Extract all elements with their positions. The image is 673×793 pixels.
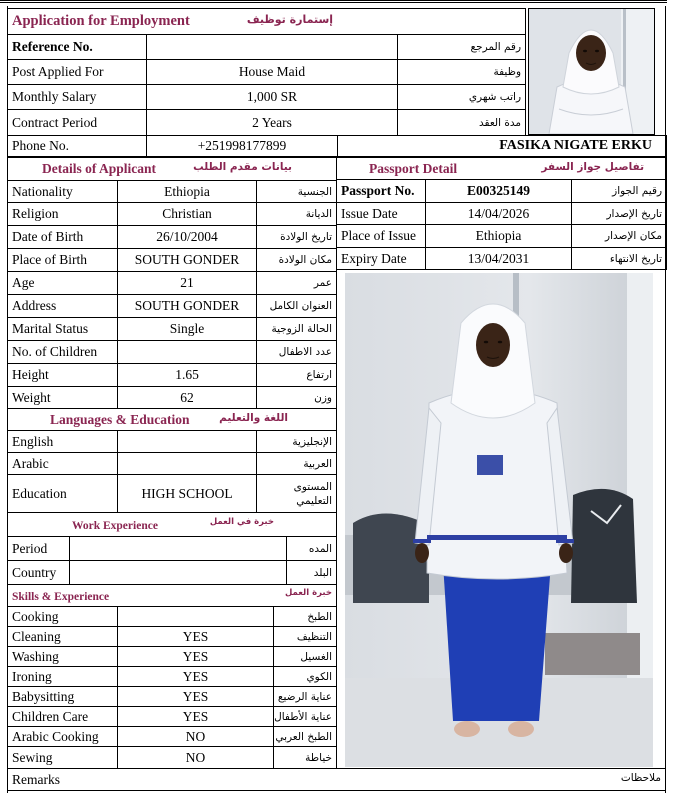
skill-label: Washing: [8, 647, 118, 667]
table-row: [8, 627, 337, 647]
field-label: Date of Birth: [8, 226, 118, 249]
field-label-arabic: مدة العقد: [398, 110, 526, 136]
field-value: [70, 561, 287, 585]
field-value: 1.65: [118, 364, 257, 387]
table-row: [8, 181, 337, 203]
work-experience-table: [7, 512, 337, 585]
field-value: Ethiopia: [426, 225, 572, 248]
table-row: [8, 226, 337, 249]
field-label-arabic: تاريخ الإصدار: [572, 203, 667, 225]
table-row: [8, 295, 337, 318]
remarks-label: Remarks: [12, 771, 60, 787]
skill-label: Babysitting: [8, 687, 118, 707]
field-label: Education: [8, 475, 118, 513]
passport-heading-row: [337, 158, 667, 180]
field-label: Place of Birth: [8, 249, 118, 272]
skill-label-arabic: الكوي: [274, 667, 337, 687]
skill-label: Arabic Cooking: [8, 727, 118, 747]
field-label-arabic: تاريخ الانتهاء: [572, 248, 667, 270]
table-row: [8, 727, 337, 747]
skill-label: Children Care: [8, 707, 118, 727]
work-heading-row: [8, 513, 337, 537]
applicant-heading-ar: بيانات مقدم الطلب: [193, 161, 292, 173]
field-value: [70, 537, 287, 561]
field-label: Post Applied For: [8, 60, 147, 85]
table-row: [8, 687, 337, 707]
skill-value: YES: [118, 667, 274, 687]
field-label-arabic: عدد الاطفال: [257, 341, 337, 364]
work-heading-en: Work Experience: [72, 519, 158, 532]
table-row: [8, 607, 337, 627]
field-value: HIGH SCHOOL: [118, 475, 257, 513]
field-value: SOUTH GONDER: [118, 295, 257, 318]
table-row: [8, 453, 337, 475]
field-value: E00325149: [426, 180, 572, 203]
field-label: Nationality: [8, 181, 118, 203]
field-label-arabic: الإنجليزية: [257, 431, 337, 453]
passport-table: [336, 157, 667, 270]
table-row: [8, 667, 337, 687]
field-label: Expiry Date: [337, 248, 426, 270]
field-label: Marital Status: [8, 318, 118, 341]
full-length-photo: [345, 273, 653, 767]
field-label-arabic: رقم المرجع: [398, 35, 526, 60]
skills-heading-row: [8, 585, 337, 607]
education-label-ar-line1: المستوى: [293, 480, 333, 493]
field-label: Period: [8, 537, 70, 561]
field-label-arabic: تاريخ الولادة: [257, 226, 337, 249]
skill-value: YES: [118, 627, 274, 647]
table-row: [337, 248, 667, 270]
table-row: [8, 272, 337, 295]
field-value: 14/04/2026: [426, 203, 572, 225]
table-row: [8, 707, 337, 727]
skills-heading-en: Skills & Experience: [12, 590, 110, 603]
field-label: No. of Children: [8, 341, 118, 364]
field-label: Country: [8, 561, 70, 585]
skill-label: Cooking: [8, 607, 118, 627]
table-row: [337, 180, 667, 203]
languages-table: [7, 408, 337, 513]
field-label-arabic: مكان الإصدار: [572, 225, 667, 248]
field-label-arabic: رقيم الجواز: [572, 180, 667, 203]
field-value: [147, 35, 398, 60]
field-label: Height: [8, 364, 118, 387]
field-value: 13/04/2031: [426, 248, 572, 270]
form-title-cell: [8, 9, 526, 35]
field-label-arabic: المده: [287, 537, 337, 561]
field-value: 1,000 SR: [147, 85, 398, 110]
skill-label-arabic: الطبخ: [274, 607, 337, 627]
field-label-arabic: الجنسية: [257, 181, 337, 203]
skill-label-arabic: التنظيف: [274, 627, 337, 647]
skill-label-arabic: الطبخ العربي: [274, 727, 337, 747]
field-value: Single: [118, 318, 257, 341]
skill-label: Cleaning: [8, 627, 118, 647]
field-label-arabic: عمر: [257, 272, 337, 295]
remarks-table: [7, 768, 666, 791]
skill-value: NO: [118, 727, 274, 747]
field-label: Religion: [8, 203, 118, 226]
applicant-heading-row: [8, 158, 337, 181]
salary-row: [8, 85, 526, 110]
field-label-arabic: العربية: [257, 453, 337, 475]
skills-heading-ar: خبرة العمل: [284, 587, 332, 598]
post-row: [8, 60, 526, 85]
field-label-arabic: [257, 475, 337, 513]
table-row: [8, 537, 337, 561]
field-label: Weight: [8, 387, 118, 409]
work-heading: [8, 513, 337, 537]
field-value: [118, 431, 257, 453]
table-row: [8, 647, 337, 667]
education-row: [8, 475, 337, 513]
field-label-arabic: الحالة الزوجية: [257, 318, 337, 341]
applicant-heading-en: Details of Applicant: [42, 161, 157, 176]
skill-label-arabic: الغسيل: [274, 647, 337, 667]
passport-heading-ar: تفاصيل جواز السفر: [541, 160, 645, 173]
applicant-details-table: [7, 157, 337, 409]
table-row: [8, 341, 337, 364]
table-row: [337, 203, 667, 225]
field-label: English: [8, 431, 118, 453]
phone-name-table: [7, 135, 667, 157]
header-table: [7, 8, 526, 136]
table-row: [8, 387, 337, 409]
passport-heading-en: Passport Detail: [369, 160, 458, 176]
field-value: SOUTH GONDER: [118, 249, 257, 272]
field-label: Issue Date: [337, 203, 426, 225]
languages-heading-en: Languages & Education: [50, 411, 190, 427]
portrait-photo: [528, 8, 655, 135]
languages-heading: [8, 409, 337, 431]
phone-label: Phone No.: [8, 136, 147, 157]
table-row: [8, 364, 337, 387]
table-row: [8, 561, 337, 585]
skills-heading: [8, 585, 337, 607]
field-label: Arabic: [8, 453, 118, 475]
table-row: [8, 203, 337, 226]
skill-label-arabic: عناية الأطفال: [274, 707, 337, 727]
field-label-arabic: وزن: [257, 387, 337, 409]
table-row: [8, 249, 337, 272]
contract-row: [8, 110, 526, 136]
field-value: [118, 453, 257, 475]
skill-value: NO: [118, 747, 274, 769]
remarks-label-arabic: ملاحظات: [620, 771, 661, 784]
field-label: Address: [8, 295, 118, 318]
form-title-arabic: إستمارة توظيف: [246, 13, 334, 26]
table-row: [8, 318, 337, 341]
applicant-heading: [8, 158, 337, 181]
skill-label-arabic: خياطة: [274, 747, 337, 769]
field-label-arabic: العنوان الكامل: [257, 295, 337, 318]
field-label: Contract Period: [8, 110, 147, 136]
field-value: 62: [118, 387, 257, 409]
work-heading-ar: خبرة في العمل: [209, 516, 275, 527]
skills-table: [7, 584, 337, 769]
field-label-arabic: البلد: [287, 561, 337, 585]
reference-row: [8, 35, 526, 60]
phone-value: +251998177899: [147, 136, 338, 157]
education-label-ar-line2: التعليمي: [296, 494, 333, 507]
field-label: Reference No.: [8, 35, 147, 60]
field-label-arabic: ارتفاع: [257, 364, 337, 387]
field-value: [118, 341, 257, 364]
languages-heading-row: [8, 409, 337, 431]
skill-value: YES: [118, 687, 274, 707]
field-label: Monthly Salary: [8, 85, 147, 110]
field-value: Christian: [118, 203, 257, 226]
skill-value: [118, 607, 274, 627]
field-label-arabic: وظيفة: [398, 60, 526, 85]
field-value: House Maid: [147, 60, 398, 85]
field-label: Age: [8, 272, 118, 295]
field-value: 26/10/2004: [118, 226, 257, 249]
passport-heading: [337, 158, 667, 180]
field-label-arabic: الديانة: [257, 203, 337, 226]
languages-heading-ar: اللغة والتعليم: [219, 411, 289, 424]
field-value: 2 Years: [147, 110, 398, 136]
table-row: [8, 431, 337, 453]
form-title: Application for Employment: [12, 13, 190, 29]
skill-label-arabic: عناية الرضيع: [274, 687, 337, 707]
skill-label: Sewing: [8, 747, 118, 769]
field-value: Ethiopia: [118, 181, 257, 203]
table-row: [8, 747, 337, 769]
field-value: 21: [118, 272, 257, 295]
field-label-arabic: راتب شهري: [398, 85, 526, 110]
skill-value: YES: [118, 707, 274, 727]
field-label-arabic: مكان الولادة: [257, 249, 337, 272]
table-row: [337, 225, 667, 248]
skill-label: Ironing: [8, 667, 118, 687]
field-label: Passport No.: [337, 180, 426, 203]
applicant-name: FASIKA NIGATE ERKU: [338, 136, 667, 157]
field-label: Place of Issue: [337, 225, 426, 248]
remarks-cell: [8, 769, 666, 791]
skill-value: YES: [118, 647, 274, 667]
